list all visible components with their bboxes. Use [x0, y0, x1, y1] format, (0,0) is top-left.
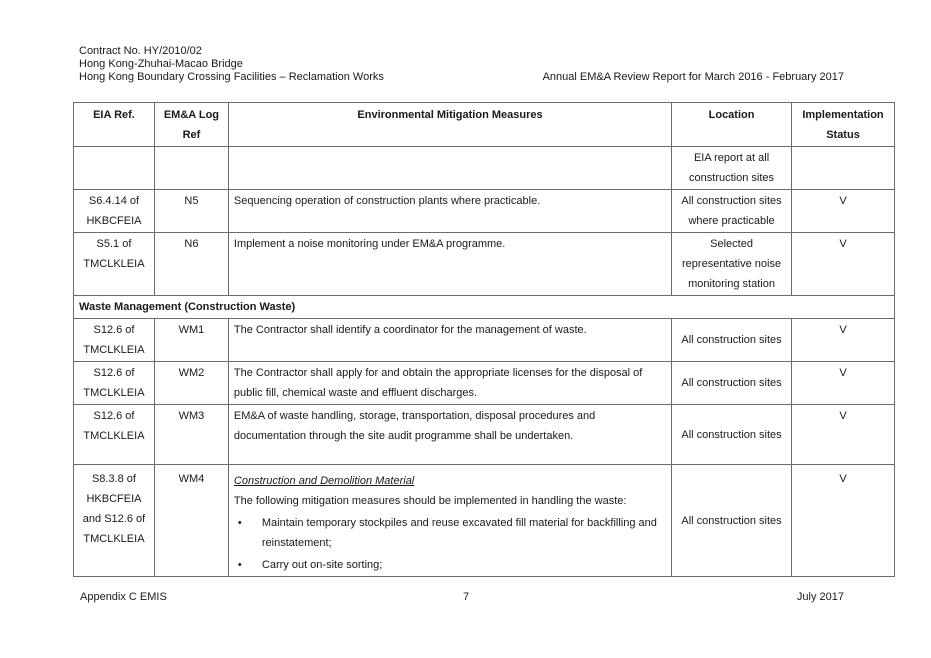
- eia-ref-cell: S12.6 of TMCLKLEIA: [74, 405, 155, 465]
- status-cell: V: [792, 362, 895, 405]
- measure-cell: The Contractor shall apply for and obtain the appropriate licenses for the disposal of public fill, chemical waste and effluent discharges.: [228, 362, 671, 405]
- location-cell: All construction sites: [672, 362, 792, 405]
- status-cell: V: [792, 405, 895, 465]
- list-item: • Maintain temporary stockpiles and reuse excavated fill material for backfilling and reinstatement;: [234, 513, 666, 553]
- bullet-icon: •: [237, 517, 242, 529]
- eia-ref-cell: S12.6 of TMCLKLEIA: [74, 319, 155, 362]
- table-row: [74, 405, 895, 465]
- measure-cell: Sequencing operation of construction plants where practicable.: [228, 190, 671, 233]
- page-number: 7: [463, 591, 470, 603]
- table-row: [74, 465, 895, 577]
- bullet-icon: •: [237, 559, 242, 571]
- log-ref-cell: WM3: [154, 405, 228, 465]
- footer-appendix: Appendix C EMIS: [80, 591, 167, 603]
- status-cell: V: [792, 319, 895, 362]
- location-cell: Selected representative noise monitoring station: [672, 233, 792, 296]
- log-ref-cell: WM4: [154, 465, 228, 577]
- status-cell: [792, 147, 895, 190]
- status-cell: V: [792, 190, 895, 233]
- table-row: [74, 362, 895, 405]
- status-cell: V: [792, 465, 895, 577]
- log-ref-cell: [154, 147, 228, 190]
- table-row: [74, 319, 895, 362]
- measure-intro: The following mitigation measures should be implemented in handling the waste:: [233, 495, 627, 507]
- section-heading-row: [74, 296, 895, 319]
- project-name: Hong Kong-Zhuhai-Macao Bridge: [79, 58, 243, 70]
- measure-cell: Implement a noise monitoring under EM&A programme.: [228, 233, 671, 296]
- measure-cell: [228, 465, 671, 577]
- table-row: [74, 233, 895, 296]
- document-header: [79, 45, 384, 84]
- column-header-log-ref: EM&A Log Ref: [154, 103, 228, 147]
- section-title: Waste Management (Construction Waste): [74, 296, 895, 319]
- works-title: Hong Kong Boundary Crossing Facilities – Reclamation Works: [79, 71, 384, 83]
- column-header-measures: Environmental Mitigation Measures: [228, 103, 671, 147]
- log-ref-cell: WM2: [154, 362, 228, 405]
- contract-number: Contract No. HY/2010/02: [79, 45, 202, 57]
- footer-date: July 2017: [796, 591, 844, 603]
- log-ref-cell: WM1: [154, 319, 228, 362]
- eia-ref-cell: S8.3.8 of HKBCFEIA and S12.6 of TMCLKLEIA: [74, 465, 155, 577]
- column-header-eia-ref: EIA Ref.: [74, 103, 155, 147]
- measure-heading: Construction and Demolition Material: [233, 475, 415, 487]
- status-cell: V: [792, 233, 895, 296]
- log-ref-cell: N5: [154, 190, 228, 233]
- mitigation-measures-table: [73, 102, 895, 577]
- location-cell: All construction sites: [672, 319, 792, 362]
- report-title: Annual EM&A Review Report for March 2016 - February 2017: [542, 71, 844, 83]
- eia-ref-cell: S5.1 of TMCLKLEIA: [74, 233, 155, 296]
- eia-ref-cell: [74, 147, 155, 190]
- table-row: [74, 190, 895, 233]
- location-cell: EIA report at all construction sites: [672, 147, 792, 190]
- measure-cell: EM&A of waste handling, storage, transportation, disposal procedures and documentation through the site audit programme shall be undertaken.: [228, 405, 671, 465]
- column-header-location: Location: [672, 103, 792, 147]
- eia-ref-cell: S12.6 of TMCLKLEIA: [74, 362, 155, 405]
- table-row: [74, 147, 895, 190]
- column-header-status: Implementation Status: [792, 103, 895, 147]
- location-cell: All construction sites where practicable: [672, 190, 792, 233]
- table-header-row: [74, 103, 895, 147]
- list-item: • Carry out on-site sorting;: [234, 555, 666, 575]
- log-ref-cell: N6: [154, 233, 228, 296]
- measure-cell: [228, 147, 671, 190]
- measure-cell: The Contractor shall identify a coordinator for the management of waste.: [228, 319, 671, 362]
- location-cell: All construction sites: [672, 405, 792, 465]
- location-cell: All construction sites: [672, 465, 792, 577]
- eia-ref-cell: S6.4.14 of HKBCFEIA: [74, 190, 155, 233]
